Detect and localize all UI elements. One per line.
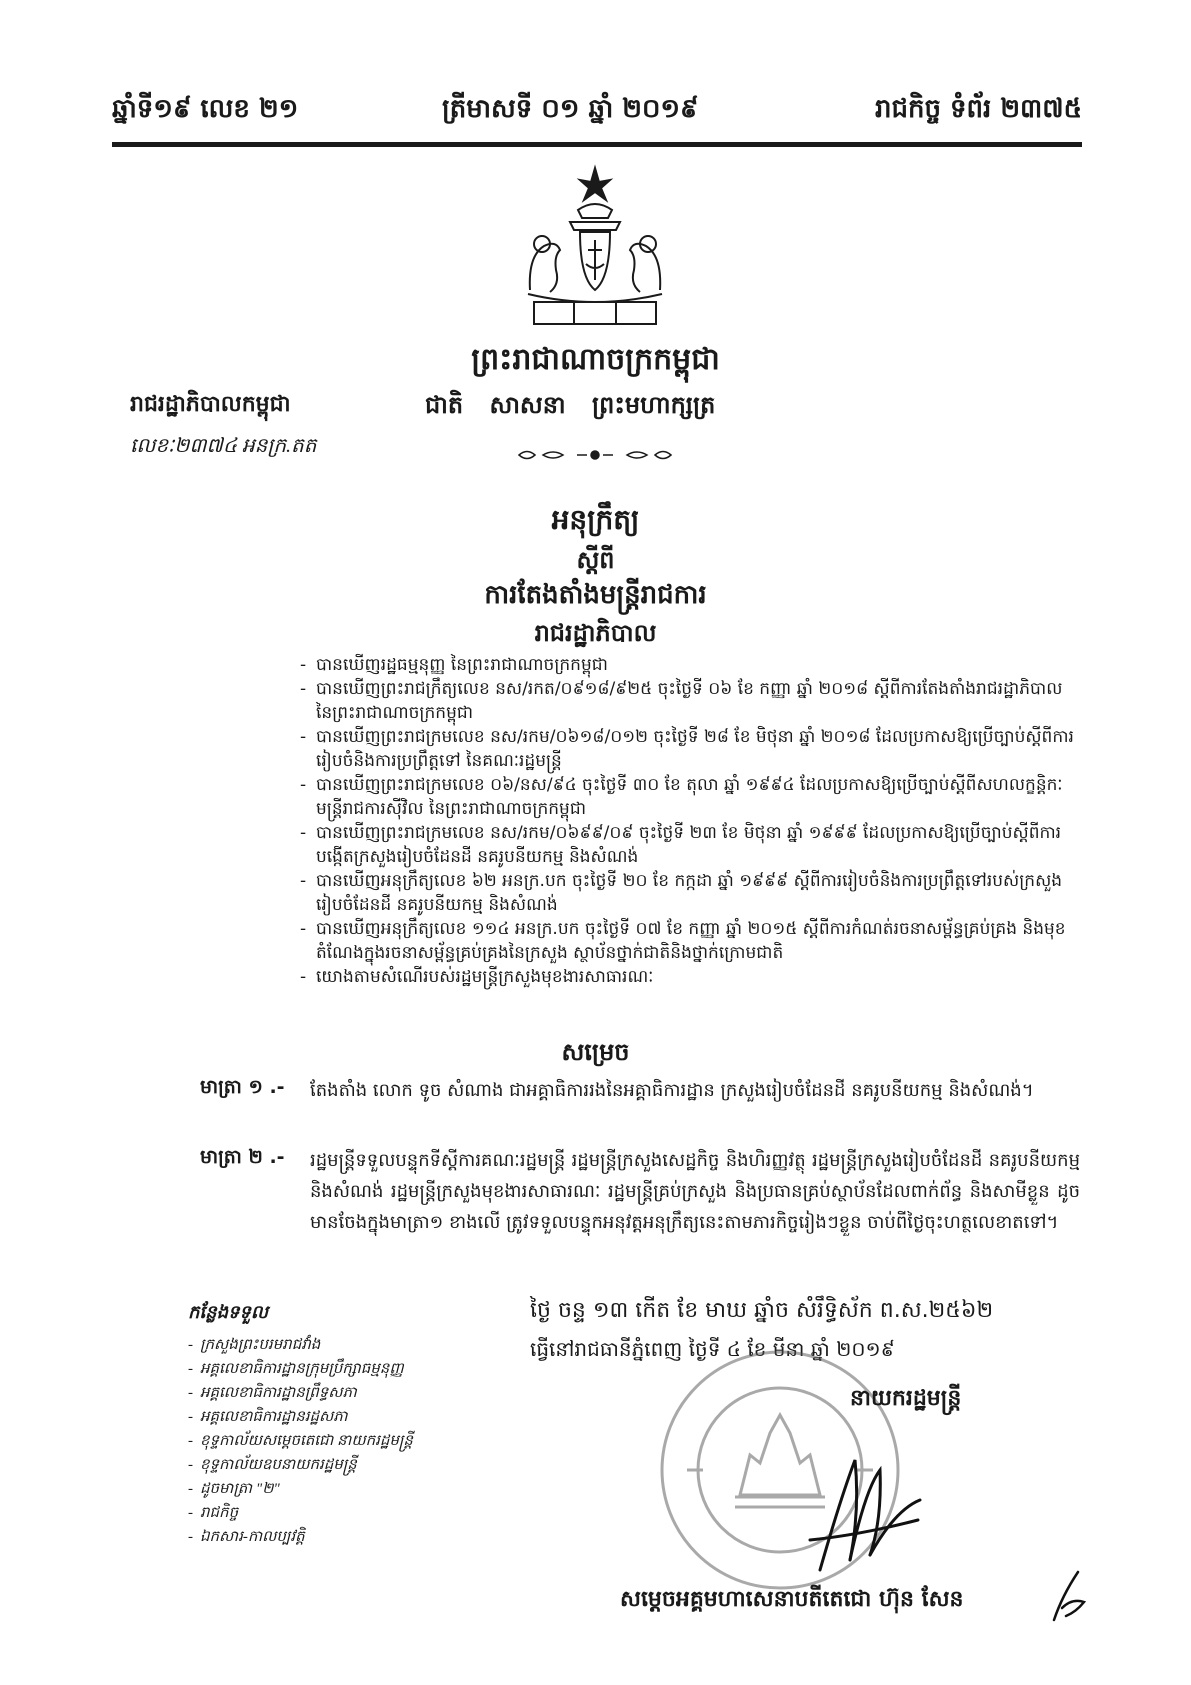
- signature-icon: [800, 1440, 930, 1590]
- recipients-title: កន្លែងទទួល: [188, 1302, 268, 1322]
- gazette-page-number: រាជកិច្ច ទំព័រ ២៣៧៥: [874, 94, 1082, 124]
- preamble-item: - បានឃើញព្រះរាជក្រមលេខ នស/រកម/០៦១៨/០១២ ចុះថ្ងៃទី ២៨ ខែ មិថុនា ឆ្នាំ ២០១៨ ដែលប្រកាសឱ្យប្រើច្បាប់ស្ដីពីការរៀបចំនិងការប្រព្រឹត្តទៅ នៃគណៈរដ្ឋមន្ត្រី: [300, 725, 1080, 773]
- article-label: មាត្រា ១ .-: [200, 1076, 285, 1098]
- gazette-year-issue: ឆ្នាំទី១៩ លេខ ២១: [112, 94, 299, 124]
- signer-title: នាយករដ្ឋមន្ត្រី: [850, 1386, 962, 1411]
- preamble-item: - បានឃើញអនុក្រឹត្យលេខ ១១៤ អនក្រ.បក ចុះថ្ងៃទី ០៧ ខែ កញ្ញា ឆ្នាំ ២០១៥ ស្ដីពីការកំណត់រចនាសម្ព័ន្ធគ្រប់គ្រង និងមុខតំណែងក្នុងរចនាសម្ព័ន្ធគ្រប់គ្រងនៃក្រសួង ស្ថាប័នថ្នាក់ជាតិនិងថ្នាក់ក្រោមជាតិ: [300, 917, 1080, 965]
- preamble-item: - បានឃើញអនុក្រឹត្យលេខ ៦២ អនក្រ.បក ចុះថ្ងៃទី ២០ ខែ កក្កដា ឆ្នាំ ១៩៩៩ ស្ដីពីការរៀបចំនិងការប្រព្រឹត្តទៅរបស់ក្រសួងរៀបចំដែនដី នគរូបនីយកម្ម និងសំណង់: [300, 869, 1080, 917]
- decision-title: សម្រេច: [561, 1038, 630, 1066]
- article-label: មាត្រា ២ .-: [200, 1146, 285, 1168]
- ornamental-divider-icon: [515, 447, 675, 463]
- header-divider: [112, 142, 1082, 147]
- recipient-item: - ខុទ្ទកាល័យឧបនាយករដ្ឋមន្ត្រី: [188, 1453, 518, 1477]
- recipients-list: [188, 1333, 518, 1549]
- preamble-item: - បានឃើញរដ្ឋធម្មនុញ្ញ នៃព្រះរាជាណាចក្រកម្ពុជា: [300, 653, 1080, 677]
- initials-icon: [1048, 1566, 1088, 1626]
- document-issuer: រាជរដ្ឋាភិបាល: [534, 619, 657, 647]
- lunar-date: ថ្ងៃ ចន្ទ ១៣ កើត ខែ មាឃ ឆ្នាំច សំរឹទ្ធិស័ក ព.ស.២៥៦២: [530, 1298, 994, 1323]
- preamble-item: - បានឃើញព្រះរាជក្រមលេខ ០៦/នស/៩៤ ចុះថ្ងៃទី ៣០ ខែ តុលា ឆ្នាំ ១៩៩៤ ដែលប្រកាសឱ្យប្រើច្បាប់ស្ដីពីសហលក្ខន្តិកៈមន្ត្រីរាជការស៊ីវិល នៃព្រះរាជាណាចក្រកម្ពុជា: [300, 773, 1080, 821]
- recipients-block: [188, 1300, 518, 1549]
- preamble-item: - បានឃើញព្រះរាជក្រមលេខ នស/រកម/០៦៩៩/០៩ ចុះថ្ងៃទី ២៣ ខែ មិថុនា ឆ្នាំ ១៩៩៩ ដែលប្រកាសឱ្យប្រើច្បាប់ស្ដីពីការបង្កើតក្រសួងរៀបចំដែនដី នគរូបនីយកម្ម និងសំណង់: [300, 821, 1080, 869]
- signer-name: សម្ដេចអគ្គមហាសេនាបតីតេជោ ហ៊ុន សែន: [620, 1587, 964, 1612]
- recipient-item: - ក្រសួងព្រះបរមរាជវាំង: [188, 1333, 518, 1357]
- recipient-item: - ដូចមាត្រា "២": [188, 1477, 518, 1501]
- solar-date: ធ្វើនៅរាជធានីភ្នំពេញ ថ្ងៃទី ៤ ខែ មីនា ឆ្នាំ ២០១៩: [530, 1337, 895, 1361]
- document-about: ស្ដីពី: [576, 546, 615, 574]
- article-text: តែងតាំង លោក ទូច សំណាង ជាអគ្គាធិការរងនៃអគ្គាធិការដ្ឋាន ក្រសួងរៀបចំដែនដី នគរូបនីយកម្ម និងសំណង់។: [310, 1080, 1034, 1101]
- article-2: [200, 1145, 1080, 1238]
- preamble-list: [300, 653, 1080, 989]
- recipient-item: - អគ្គលេខាធិការដ្ឋានរដ្ឋសភា: [188, 1405, 518, 1429]
- national-motto: ជាតិ សាសនា ព្រះមហាក្សត្រ: [425, 391, 716, 419]
- recipient-item: - អគ្គលេខាធិការដ្ឋានក្រុមប្រឹក្សាធម្មនុញ្ញ: [188, 1357, 518, 1381]
- preamble-item: - យោងតាមសំណើរបស់រដ្ឋមន្ត្រីក្រសួងមុខងារសាធារណៈ: [300, 965, 1080, 989]
- recipient-item: - ឯកសារ-កាលប្បវត្តិ: [188, 1525, 518, 1549]
- gazette-header: [112, 86, 1082, 136]
- preamble-item: - បានឃើញព្រះរាជក្រឹត្យលេខ នស/រកត/០៩១៨/៩២៥ ចុះថ្ងៃទី ០៦ ខែ កញ្ញា ឆ្នាំ ២០១៨ ស្ដីពីការតែងតាំងរាជរដ្ឋាភិបាល នៃព្រះរាជាណាចក្រកម្ពុជា: [300, 677, 1080, 725]
- reference-number: លេខៈ២៣៧៤ អនក្រ.តត: [130, 435, 317, 457]
- recipient-item: - រាជកិច្ច: [188, 1501, 518, 1525]
- article-text: រដ្ឋមន្ត្រីទទួលបន្ទុកទីស្ដីការគណៈរដ្ឋមន្ត្រី រដ្ឋមន្ត្រីក្រសួងសេដ្ឋកិច្ច និងហិរញ្ញវត្ថុ រដ្ឋមន្ត្រីក្រសួងរៀបចំដែនដី នគរូបនីយកម្ម និងសំណង់ រដ្ឋមន្ត្រីក្រសួងមុខងារសាធារណៈ រដ្ឋមន្ត្រីគ្រប់ក្រសួង និងប្រធានគ្រប់ស្ថាប័នដែលពាក់ព័ន្ធ និងសាមីខ្លួន ដូចមានចែងក្នុងមាត្រា១ ខាងលើ ត្រូវទទួលបន្ទុកអនុវត្តអនុក្រឹត្យនេះតាមភារកិច្ចរៀងៗខ្លួន ចាប់ពីថ្ងៃចុះហត្ថលេខាតទៅ។: [310, 1150, 1080, 1233]
- recipient-item: - ខុទ្ទកាល័យសម្ដេចតេជោ នាយករដ្ឋមន្ត្រី: [188, 1429, 518, 1453]
- royal-coat-of-arms-icon: [510, 160, 680, 330]
- government-name: រាជរដ្ឋាភិបាលកម្ពុជា: [130, 392, 291, 417]
- kingdom-title: ព្រះរាជាណាចក្រកម្ពុជា: [471, 342, 720, 377]
- gazette-quarter: ត្រីមាសទី ០១ ឆ្នាំ ២០១៩: [442, 94, 699, 124]
- document-type: អនុក្រឹត្យ: [551, 503, 640, 536]
- document-subject: ការតែងតាំងមន្ត្រីរាជការ: [484, 580, 707, 610]
- article-1: [200, 1075, 1080, 1106]
- recipient-item: - អគ្គលេខាធិការដ្ឋានព្រឹទ្ធសភា: [188, 1381, 518, 1405]
